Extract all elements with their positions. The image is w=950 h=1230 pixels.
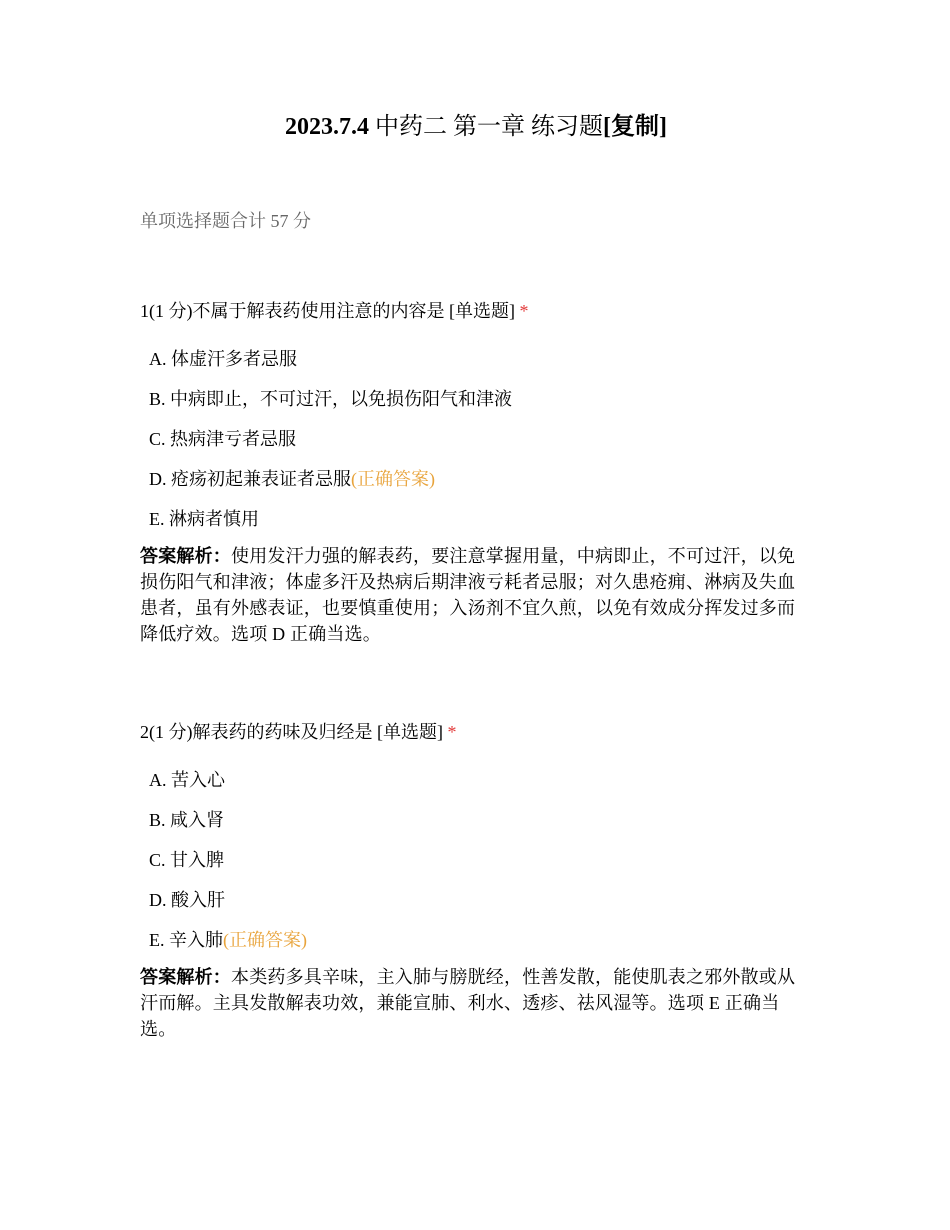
option-d (140, 880, 812, 920)
option-text: A. 苦入心 (149, 770, 225, 790)
option-text: B. 中病即止，不可过汗，以免损伤阳气和津液 (149, 389, 513, 409)
question-1 (140, 297, 812, 647)
option-text: B. 咸入肾 (149, 810, 225, 830)
question-prompt (140, 718, 812, 746)
correct-answer-tag: (正确答案) (223, 930, 307, 950)
option-a (140, 339, 812, 379)
option-b (140, 379, 812, 419)
option-b (140, 800, 812, 840)
analysis-label: 答案解析： (140, 546, 231, 566)
required-mark: * (447, 722, 457, 742)
required-mark: * (519, 301, 529, 321)
analysis-text: 本类药多具辛味，主入肺与膀胱经，性善发散，能使肌表之邪外散或从汗而解。主具发散解表功效，兼能宣肺、利水、透疹、祛风湿等。选项 E 正确当选。 (140, 967, 796, 1039)
option-a (140, 760, 812, 800)
option-text: C. 热病津亏者忌服 (149, 429, 297, 449)
answer-analysis (140, 964, 812, 1042)
answer-analysis (140, 543, 812, 647)
option-text: E. 辛入肺 (149, 930, 223, 950)
correct-answer-tag: (正确答案) (351, 469, 435, 489)
option-c (140, 840, 812, 880)
title-date: 2023.7.4 (285, 114, 369, 140)
question-prompt-text: 2(1 分)解表药的药味及归经是 [单选题] (140, 722, 443, 742)
title-copy-tag: [复制] (603, 114, 667, 140)
option-e (140, 499, 812, 539)
option-text: E. 淋病者慎用 (149, 509, 259, 529)
option-c (140, 419, 812, 459)
analysis-label: 答案解析： (140, 967, 231, 987)
question-2 (140, 718, 812, 1042)
section-summary: 单项选择题合计 57 分 (140, 211, 311, 231)
option-e (140, 920, 812, 960)
question-prompt (140, 297, 812, 325)
analysis-text: 使用发汗力强的解表药，要注意掌握用量，中病即止，不可过汗，以免损伤阳气和津液；体虚多汗及热病后期津液亏耗者忌服；对久患疮痈、淋病及失血患者，虽有外感表证，也要慎重使用；入汤剂不宜久煎，以免有效成分挥发过多而降低疗效。选项 D 正确当选。 (140, 546, 796, 644)
option-text: A. 体虚汗多者忌服 (149, 349, 297, 369)
option-list (140, 760, 812, 960)
option-d (140, 459, 812, 499)
option-text: C. 甘入脾 (149, 850, 225, 870)
option-text: D. 疮疡初起兼表证者忌服 (149, 469, 351, 489)
option-list (140, 339, 812, 539)
title-main: 中药二 第一章 练习题 (369, 114, 603, 140)
option-text: D. 酸入肝 (149, 890, 225, 910)
page-title (140, 110, 812, 144)
question-prompt-text: 1(1 分)不属于解表药使用注意的内容是 [单选题] (140, 301, 515, 321)
